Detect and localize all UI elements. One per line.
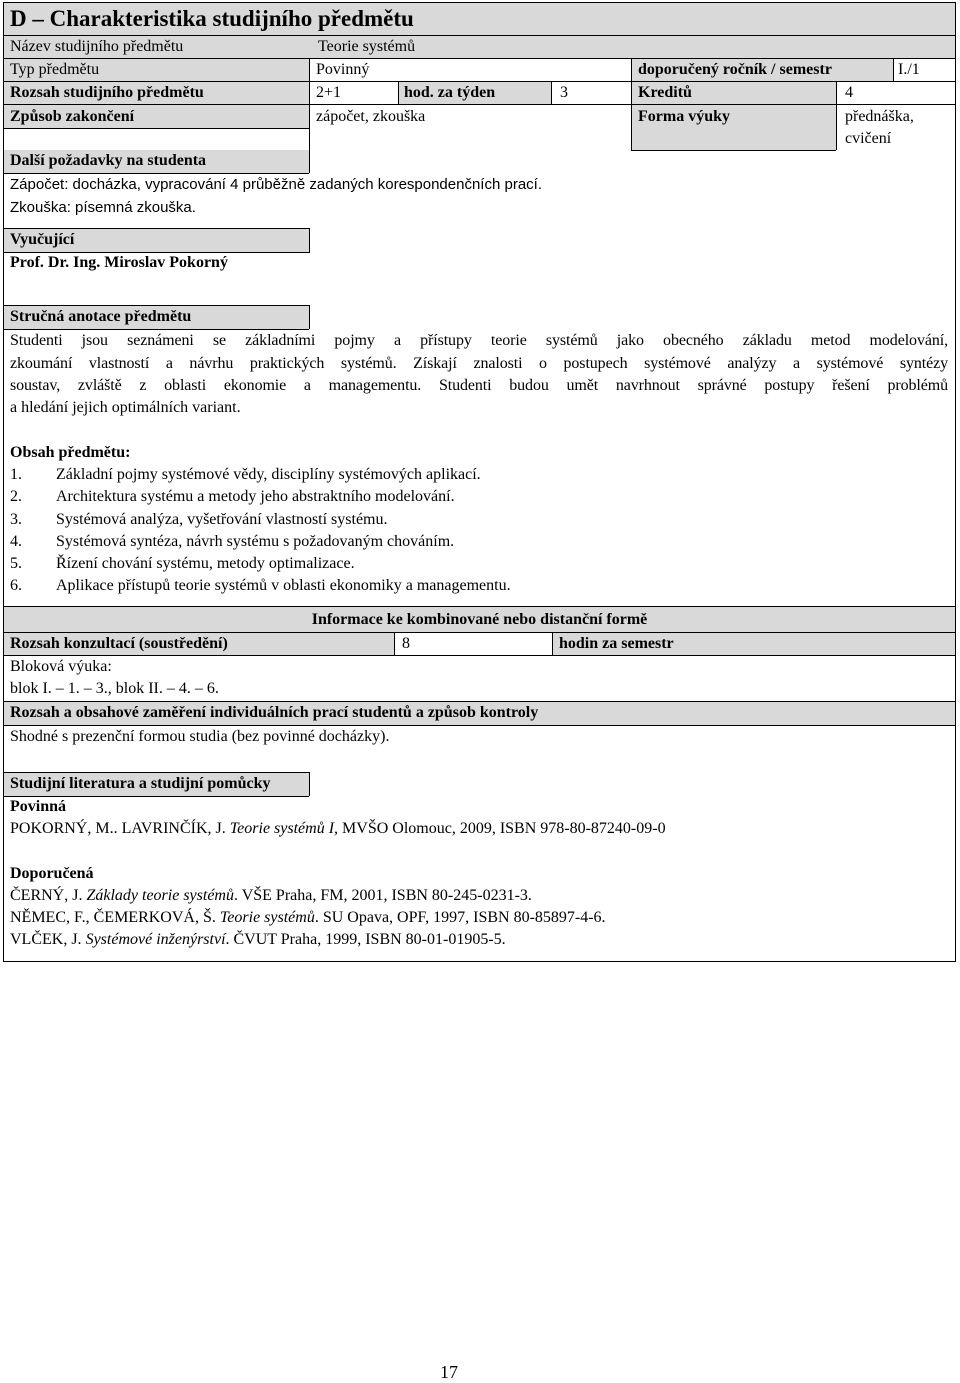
literatura-heading: Studijní literatura a studijní pomůcky (10, 775, 271, 792)
divider (631, 59, 632, 81)
konzultace-label: Rozsah konzultací (soustředění) (10, 635, 228, 652)
divider (4, 772, 309, 773)
divider (631, 150, 836, 151)
konzultace-unit: hodin za semestr (559, 635, 674, 652)
prace-text: Shodné s prezenční formou studia (bez povinné docházky). (10, 728, 390, 745)
list-item (10, 510, 388, 530)
list-item (10, 487, 455, 507)
page-number: 17 (440, 1362, 458, 1382)
list-item-num: 2. (10, 488, 22, 505)
vyucujici-heading: Vyučující (10, 231, 75, 248)
divider (4, 655, 955, 656)
pozadavky-line-2: Zkouška: písemná zkouška. (10, 199, 196, 216)
list-item (10, 576, 511, 596)
list-item-num: 6. (10, 577, 22, 594)
zakonceni-value: zápočet, zkouška (316, 108, 426, 125)
pozadavky-line-1: Zápočet: docházka, vypracování 4 průběžně zadaných korespondenčních prací. (10, 176, 542, 193)
list-item-text: Architektura systému a metody jeho abstraktního modelování. (56, 488, 455, 505)
literature-rest: . VŠE Praha, FM, 2001, ISBN 80-245-0231-3. (233, 887, 532, 904)
anotace-line-4: a hledání jejich optimálních variant. (10, 399, 241, 416)
list-item-num: 1. (10, 466, 22, 483)
literature-rest: MVŠO Olomouc, 2009, ISBN 978-80-87240-09-0 (338, 820, 666, 837)
vyucujici-name (10, 253, 228, 273)
list-item (10, 532, 454, 552)
blokova-label: Bloková výuka: (10, 658, 112, 675)
kredity-value: 4 (845, 84, 853, 101)
literature-authors: ČERNÝ, J. (10, 887, 87, 904)
pozadavky-heading: Další požadavky na studenta (10, 152, 207, 169)
literature-title: Systémové inženýrství (85, 931, 226, 948)
literature-item (10, 886, 532, 906)
obsah-heading: Obsah předmětu: (10, 444, 131, 461)
literature-title: Teorie systémů (219, 909, 315, 926)
divider (836, 82, 837, 104)
rozsah-label: Rozsah studijního předmětu (10, 84, 204, 101)
literature-title: Základy teorie systémů (86, 887, 234, 904)
divider (309, 59, 310, 81)
divider (552, 633, 553, 655)
list-item-num: 3. (10, 511, 22, 528)
list-item-text: Systémová analýza, vyšetřování vlastností systému. (56, 511, 388, 528)
divider (398, 82, 399, 104)
divider (394, 633, 395, 655)
rozsah-value: 2+1 (316, 84, 342, 101)
literature-authors: NĚMEC, F., ČEMERKOVÁ, Š. (10, 909, 220, 926)
doporucena-label: Doporučená (10, 865, 94, 882)
list-item (10, 465, 481, 485)
blokova-value: blok I. – 1. – 3., blok II. – 4. – 6. (10, 680, 219, 697)
divider (836, 105, 837, 150)
list-item-text: Aplikace přístupů teorie systémů v oblasti ekonomiky a managementu. (56, 577, 511, 594)
literature-item (10, 930, 506, 950)
list-item (10, 554, 355, 574)
prace-heading: Rozsah a obsahové zaměření individuálních prací studentů a způsob kontroly (10, 704, 539, 721)
divider (309, 772, 310, 796)
forma-value-1: přednáška, (845, 108, 914, 125)
hod-value: 3 (560, 84, 568, 101)
literature-authors: VLČEK, J. (10, 931, 86, 948)
divider (4, 128, 309, 129)
forma-value-2: cvičení (845, 130, 892, 147)
literature-item (10, 908, 606, 928)
divider (551, 82, 552, 104)
list-item-text: Základní pojmy systémové vědy, disciplíny systémových aplikací. (56, 466, 481, 483)
kombinovana-heading: Informace ke kombinované nebo distanční formě (311, 611, 648, 628)
vyucujici-name-prefix: Prof. Dr. Ing. (10, 254, 101, 271)
anotace-line-2: zkoumání vlastností a návrhu praktických systémů. Získají znalosti o postupech systémové analýzy a systémové syntézy (10, 355, 948, 372)
divider (309, 82, 310, 104)
rocnik-value: I./1 (898, 61, 920, 78)
povinna-label: Povinná (10, 798, 67, 815)
nazev-label: Název studijního předmětu (10, 38, 184, 55)
typ-label: Typ předmětu (10, 61, 100, 78)
vyucujici-name-rest: Miroslav Pokorný (100, 254, 228, 271)
literature-item (10, 819, 666, 839)
list-item-text: Systémová syntéza, návrh systému s požadovaným chováním. (56, 533, 455, 550)
literature-rest: . ČVUT Praha, 1999, ISBN 80-01-01905-5. (225, 931, 506, 948)
divider (309, 128, 310, 173)
divider (631, 82, 632, 104)
vyucujici-box-outline (4, 228, 310, 253)
rocnik-label: doporučený ročník / semestr (638, 61, 832, 78)
divider (4, 725, 955, 726)
konzultace-value: 8 (402, 635, 410, 652)
literature-authors: POKORNÝ, M.. LAVRINČÍK, J. (10, 820, 230, 837)
divider (4, 173, 309, 174)
divider (4, 329, 309, 330)
list-item-text: Řízení chování systému, metody optimalizace. (56, 555, 355, 572)
divider (631, 105, 632, 150)
section-title: D – Charakteristika studijního předmětu (10, 6, 414, 31)
anotace-line-1: Studenti jsou seznámeni se základními pojmy a přístupy teorie systémů jako obecného základu metod modelování, (10, 332, 948, 349)
typ-value: Povinný (316, 61, 370, 78)
list-item-num: 5. (10, 555, 22, 572)
anotace-line-3: soustav, zvláště z oblasti ekonomie a managementu. Studenti budou umět navrhnout správné postupy řešení problémů (10, 377, 948, 394)
divider (4, 305, 309, 306)
divider (309, 105, 310, 128)
divider (893, 59, 894, 81)
anotace-heading: Stručná anotace předmětu (10, 308, 192, 325)
zakonceni-label: Způsob zakončení (10, 108, 135, 125)
forma-label: Forma výuky (638, 108, 730, 125)
literature-rest: . SU Opava, OPF, 1997, ISBN 80-85897-4-6. (314, 909, 606, 926)
kredity-label: Kreditů (638, 84, 692, 101)
divider (309, 305, 310, 329)
literature-title: Teorie systémů I, (229, 820, 339, 837)
hod-label: hod. za týden (404, 84, 496, 101)
list-item-num: 4. (10, 533, 22, 550)
nazev-value: Teorie systémů (318, 38, 416, 55)
